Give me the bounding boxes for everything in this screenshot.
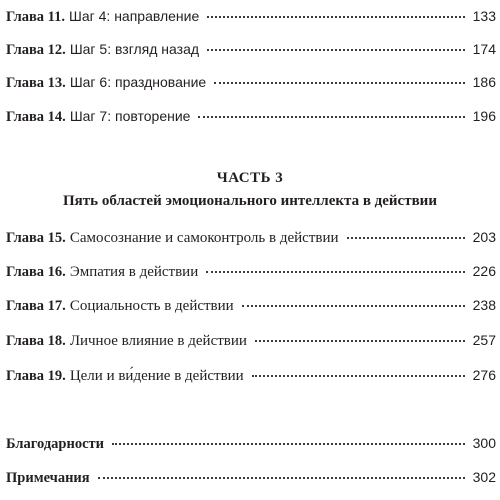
chapter-label: Глава 14. <box>6 109 66 125</box>
section-title: Благодарности <box>6 436 105 452</box>
page-number: 133 <box>472 8 496 24</box>
chapter-label: Глава 11. <box>6 9 66 25</box>
chapter-title: Шаг 7: повторение <box>69 108 191 124</box>
chapter-label: Глава 15. <box>6 230 66 246</box>
page-number: 302 <box>472 469 496 485</box>
dot-leader <box>252 374 465 377</box>
chapter-label: Глава 16. <box>6 264 66 280</box>
dot-leader <box>112 442 465 445</box>
chapter-title: Цели и ви́дение в действии <box>69 368 244 384</box>
toc-entry-chapter-19[interactable] <box>6 367 496 389</box>
toc-entry-acknowledgements[interactable] <box>6 435 496 457</box>
toc-entry-chapter-16[interactable] <box>6 263 496 285</box>
chapter-label: Глава 17. <box>6 298 66 314</box>
chapter-title: Шаг 6: празднование <box>69 74 207 90</box>
chapter-title: Самосознание и самоконтроль в действии <box>69 230 339 246</box>
dot-leader <box>207 48 465 51</box>
part-subtitle: Пять областей эмоционального интеллекта в действии <box>63 193 437 209</box>
page-number: 276 <box>472 367 496 383</box>
dot-leader <box>207 15 464 18</box>
toc-entry-chapter-12[interactable] <box>6 41 496 63</box>
toc-entry-chapter-11[interactable] <box>6 8 496 30</box>
page-number: 196 <box>472 108 496 124</box>
chapter-title: Эмпатия в действии <box>69 264 199 280</box>
page-number: 238 <box>472 297 496 313</box>
toc-entry-notes[interactable] <box>6 469 496 491</box>
dot-leader <box>214 81 464 84</box>
page-number: 203 <box>472 229 496 245</box>
toc-entry-chapter-15[interactable] <box>6 229 496 251</box>
toc-entry-chapter-18[interactable] <box>6 332 496 354</box>
toc-entry-chapter-13[interactable] <box>6 74 496 96</box>
dot-leader <box>98 476 465 479</box>
dot-leader <box>206 270 464 273</box>
dot-leader <box>347 236 465 239</box>
dot-leader <box>198 115 464 118</box>
page-number: 226 <box>472 263 496 279</box>
page-number: 257 <box>472 332 496 348</box>
chapter-label: Глава 12. <box>6 42 66 58</box>
chapter-label: Глава 18. <box>6 333 66 349</box>
page-number: 186 <box>472 74 496 90</box>
chapter-title: Шаг 5: взгляд назад <box>69 41 200 57</box>
part-heading: ЧАСТЬ 3 <box>216 170 284 186</box>
chapter-title: Шаг 4: направление <box>69 8 200 24</box>
toc-entry-chapter-17[interactable] <box>6 297 496 319</box>
chapter-title: Социальность в действии <box>69 298 234 314</box>
page-number: 300 <box>472 435 496 451</box>
page-number: 174 <box>472 41 496 57</box>
dot-leader <box>255 339 465 342</box>
chapter-label: Глава 13. <box>6 75 66 91</box>
chapter-label: Глава 19. <box>6 368 66 384</box>
chapter-title: Личное влияние в действии <box>69 333 247 349</box>
toc-entry-chapter-14[interactable] <box>6 108 496 130</box>
section-title: Примечания <box>6 470 90 486</box>
dot-leader <box>242 304 465 307</box>
